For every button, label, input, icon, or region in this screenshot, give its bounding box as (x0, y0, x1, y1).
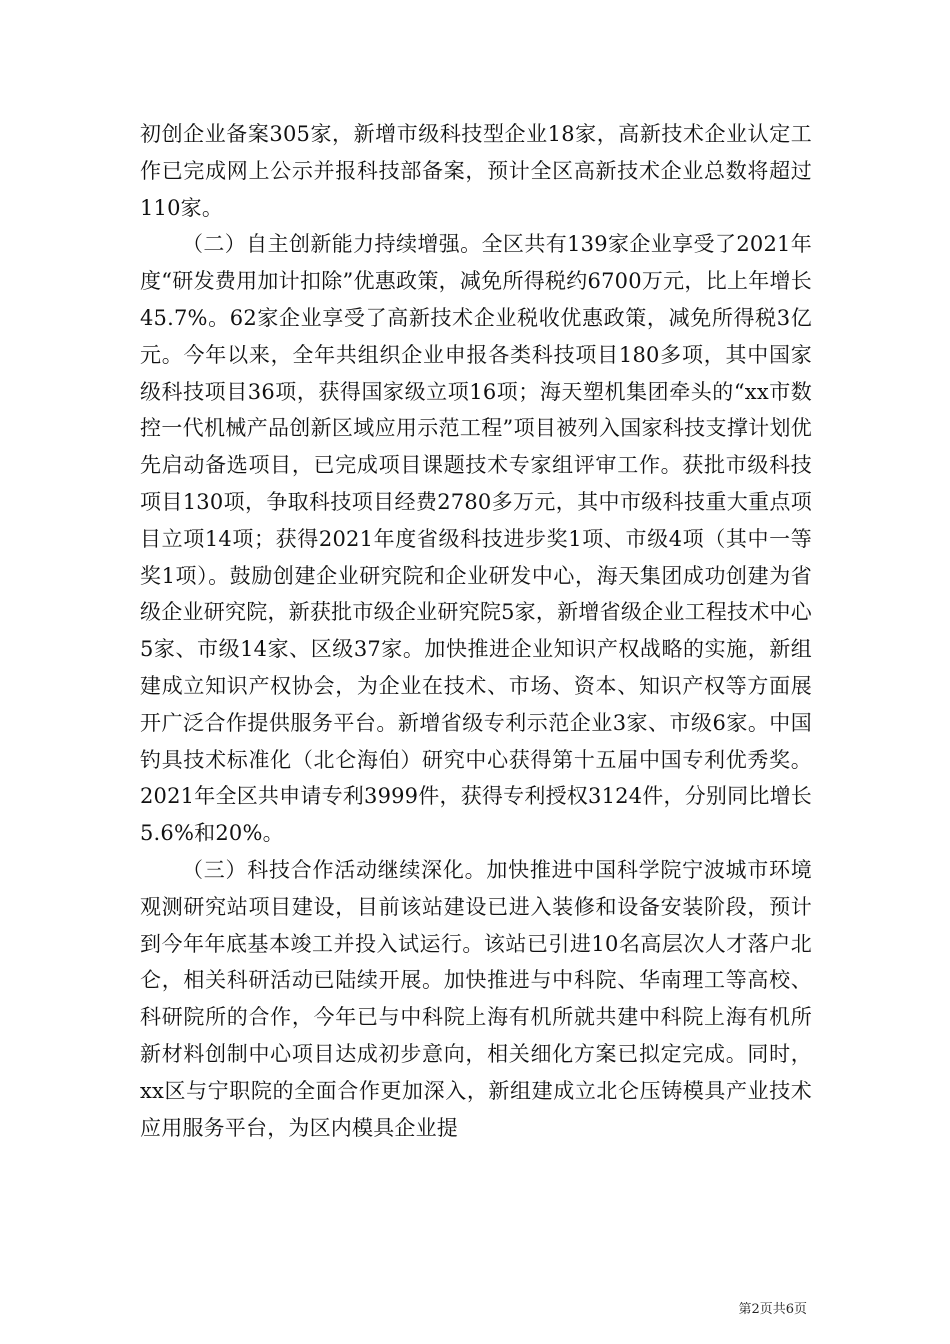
page-number-footer: 第2页共6页 (738, 1302, 807, 1317)
document-body (140, 116, 812, 1146)
paragraph-continuation: 初创企业备案305家，新增市级科技型企业18家，高新技术企业认定工作已完成网上公示并报科技部备案，预计全区高新技术企业总数将超过110家。 (140, 122, 812, 220)
paragraph-section-2: （二）自主创新能力持续增强。全区共有139家企业享受了2021年度“研发费用加计扣除”优惠政策，减免所得税约6700万元，比上年增长45.7%。62家企业享受了高新技术企业税收优惠政策，减免所得税3亿元。今年以来，全年共组织企业申报各类科技项目180多项，其中国家级科技项目36项，获得国家级立项16项；海天塑机集团牵头的“xx市数控一代机械产品创新区域应用示范工程”项目被列入国家科技支撑计划优先启动备选项目，已完成项目课题技术专家组评审工作。获批市级科技项目130项，争取科技项目经费2780多万元，其中市级科技重大重点项目立项14项；获得2021年度省级科技进步奖1项、市级4项（其中一等奖1项）。鼓励创建企业研究院和企业研发中心，海天集团成功创建为省级企业研究院，新获批市级企业研究院5家，新增省级企业工程技术中心5家、市级14家、区级37家。加快推进企业知识产权战略的实施，新组建成立知识产权协会，为企业在技术、市场、资本、知识产权等方面展开广泛合作提供服务平台。新增省级专利示范企业3家、市级6家。中国钓具技术标准化（北仑海伯）研究中心获得第十五届中国专利优秀奖。2021年全区共申请专利3999件，获得专利授权3124件，分别同比增长5.6%和20%。 (140, 232, 812, 846)
paragraph-section-3: （三）科技合作活动继续深化。加快推进中国科学院宁波城市环境观测研究站项目建设，目前该站建设已进入装修和设备安装阶段，预计到今年年底基本竣工并投入试运行。该站已引进10名高层次人才落户北仑，相关科研活动已陆续开展。加快推进与中科院、华南理工等高校、科研院所的合作，今年已与中科院上海有机所就共建中科院上海有机所新材料创制中心项目达成初步意向，相关细化方案已拟定完成。同时，xx区与宁职院的全面合作更加深入，新组建成立北仑压铸模具产业技术应用服务平台，为区内模具企业提 (140, 857, 812, 1140)
